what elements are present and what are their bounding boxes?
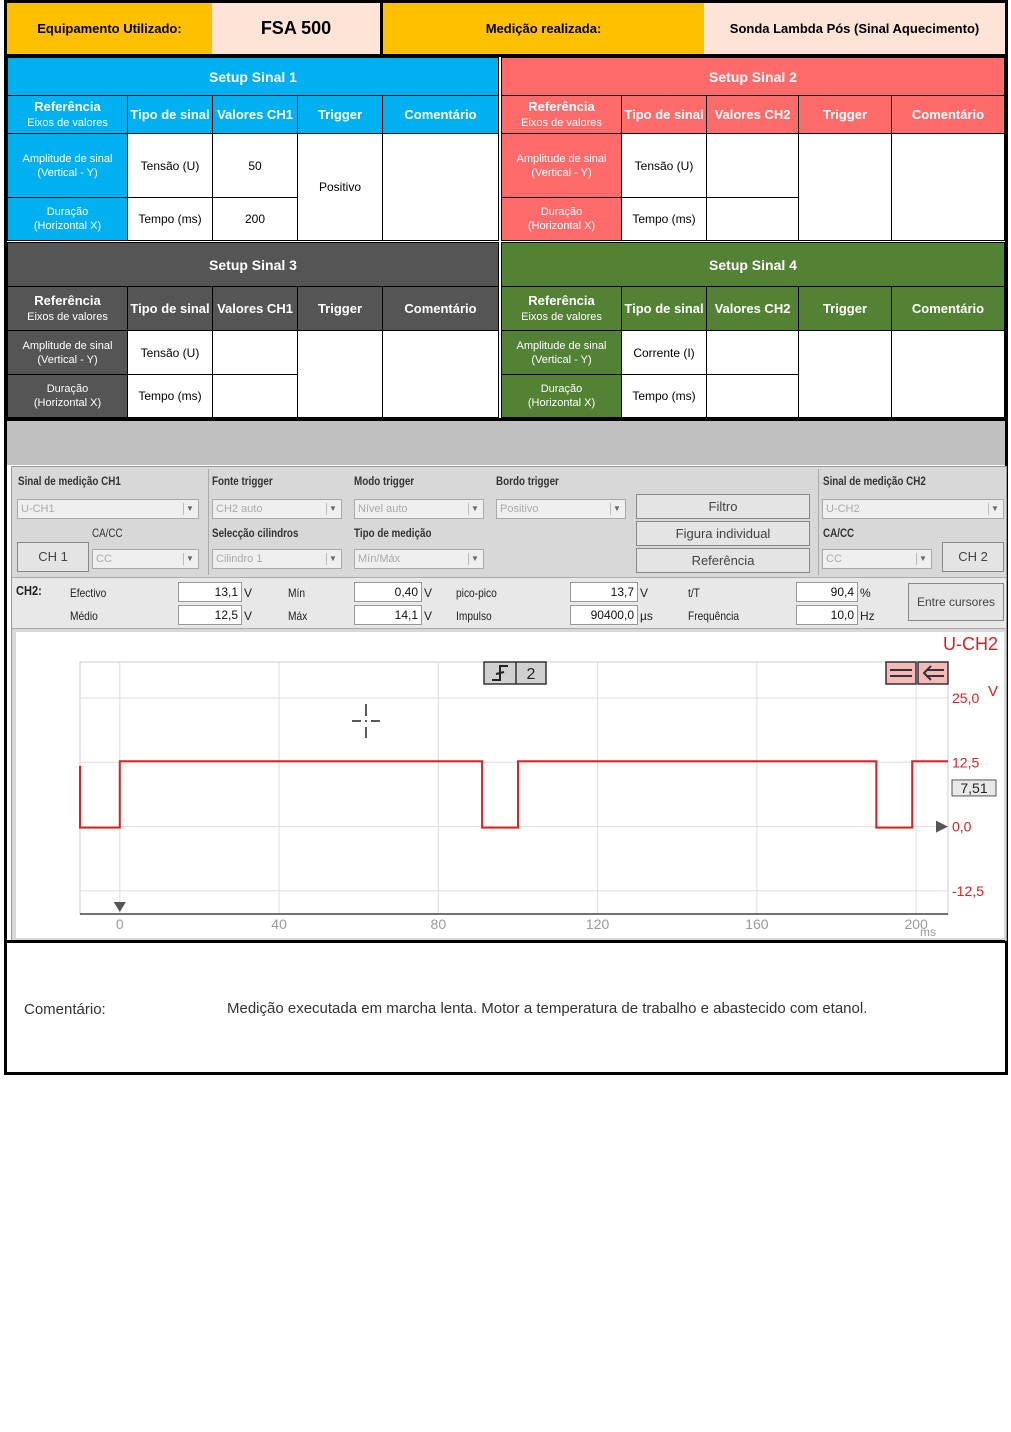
measurement-type-label: Tipo de medição — [354, 526, 432, 540]
trigger-source-select[interactable]: CH2 auto ▼ — [212, 499, 342, 519]
col-referencia: Referência Eixos de valores — [8, 287, 128, 331]
ch2-signal-select[interactable]: U-CH2 ▼ — [822, 499, 1004, 519]
comment-section — [7, 940, 1005, 1072]
col-referencia: Referência Eixos de valores — [502, 287, 622, 331]
tt-unit: % — [860, 586, 871, 600]
row-duracao-ref: Duração (Horizontal X) — [8, 375, 128, 418]
row-amplitude-ref: Amplitude de sinal (Vertical - Y) — [8, 331, 128, 375]
col-referencia: Referência Eixos de valores — [502, 96, 622, 134]
row-duracao-ref: Duração (Horizontal X) — [502, 198, 622, 241]
between-cursors-button[interactable]: Entre cursores — [908, 583, 1004, 621]
crosshair-icon — [352, 704, 380, 738]
max-unit: V — [424, 609, 433, 623]
series-name-label: U-CH2 — [942, 634, 998, 654]
row-duracao-value: 200 — [213, 198, 298, 241]
trigger-channel-label: 2 — [526, 666, 536, 683]
vertical-zoom-icon[interactable] — [886, 662, 916, 684]
row-duracao-type: Tempo (ms) — [622, 198, 707, 241]
col-comentario: Comentário — [892, 287, 1005, 331]
row-duracao-type: Tempo (ms) — [128, 375, 213, 418]
col-referencia: Referência Eixos de valores — [8, 96, 128, 134]
row-amplitude-value: 50 — [213, 134, 298, 198]
x-tick-label: 0 — [115, 916, 124, 932]
ch2-measure-label: CH2: — [16, 583, 42, 598]
col-tipo-sinal: Tipo de sinal — [622, 96, 707, 134]
chevron-down-icon: ▼ — [183, 553, 196, 565]
trigger-edge-select[interactable]: Positivo ▼ — [496, 499, 626, 519]
row-amplitude-ref: Amplitude de sinal (Vertical - Y) — [502, 331, 622, 375]
cylinder-select[interactable]: Cilindro 1 ▼ — [212, 549, 342, 569]
row-amplitude-value — [707, 331, 799, 375]
x-tick-label: 120 — [585, 916, 610, 932]
trigger-source-label: Fonte trigger — [212, 474, 273, 488]
trigger-value — [799, 331, 892, 418]
chevron-down-icon: ▼ — [468, 503, 481, 515]
trigger-mode-label: Modo trigger — [354, 474, 415, 488]
row-amplitude-type: Tensão (U) — [128, 331, 213, 375]
row-duracao-value — [213, 375, 298, 418]
max-label: Máx — [288, 609, 308, 623]
impulso-value: 90400,0 — [570, 605, 638, 625]
group-divider — [818, 469, 819, 575]
row-duracao-ref: Duração (Horizontal X) — [502, 375, 622, 418]
efectivo-unit: V — [244, 586, 253, 600]
trigger-point-arrow-icon — [114, 902, 126, 912]
peak-peak-value: 13,7 — [570, 582, 638, 602]
frequency-label: Frequência — [688, 609, 740, 623]
measurement-type-select[interactable]: Mín/Máx ▼ — [354, 549, 484, 569]
chevron-down-icon: ▼ — [326, 503, 339, 515]
row-duracao-ref: Duração (Horizontal X) — [8, 198, 128, 241]
setup-title: Setup Sinal 3 — [8, 243, 499, 287]
chevron-down-icon: ▼ — [916, 553, 929, 565]
cacc-label: CA/CC — [92, 526, 123, 540]
y-tick-label: 25,0 — [952, 690, 980, 706]
trigger-edge-label: Bordo trigger — [496, 474, 559, 488]
series-u-ch2-line — [80, 761, 948, 827]
reference-button[interactable]: Referência — [636, 548, 810, 573]
cacc2-select[interactable]: CC ▼ — [822, 549, 932, 569]
setup-title: Setup Sinal 4 — [502, 243, 1005, 287]
group-divider — [208, 469, 209, 575]
single-figure-button[interactable]: Figura individual — [636, 521, 810, 546]
setup-title: Setup Sinal 1 — [8, 58, 499, 96]
row-duracao-value — [707, 198, 799, 241]
trigger-value — [298, 331, 383, 418]
col-trigger: Trigger — [298, 96, 383, 134]
col-trigger: Trigger — [298, 287, 383, 331]
chevron-down-icon: ▼ — [610, 503, 623, 515]
trigger-value — [799, 134, 892, 241]
measurement-value: Sonda Lambda Pós (Sinal Aquecimento) — [704, 3, 1005, 54]
col-trigger: Trigger — [799, 287, 892, 331]
medio-value: 12,5 — [178, 605, 242, 625]
x-axis-unit: ms — [920, 925, 936, 938]
row-amplitude-value — [707, 134, 799, 198]
ch2-signal-label: Sinal de medição CH2 — [823, 474, 926, 488]
efectivo-value: 13,1 — [178, 582, 242, 602]
row-amplitude-type: Corrente (I) — [622, 331, 707, 375]
chevron-down-icon: ▼ — [326, 553, 339, 565]
comment-cell — [892, 134, 1005, 241]
separator-bar — [7, 418, 1005, 465]
y-tick-label: -12,5 — [952, 882, 984, 899]
setup-sinal-2 — [501, 57, 1005, 241]
col-valores: Valores CH1 — [213, 96, 298, 134]
report-frame — [4, 0, 1008, 1075]
plot-area-border — [80, 662, 948, 914]
ch1-signal-select[interactable]: U-CH1 ▼ — [17, 499, 199, 519]
min-unit: V — [424, 586, 433, 600]
col-valores: Valores CH2 — [707, 96, 799, 134]
ch1-button[interactable]: CH 1 — [17, 542, 89, 572]
medio-label: Médio — [70, 609, 98, 623]
setup-sinal-3 — [7, 242, 499, 418]
horizontal-zoom-icon[interactable] — [918, 662, 948, 684]
impulso-label: Impulso — [456, 609, 492, 623]
peak-peak-unit: V — [640, 586, 649, 600]
col-comentario: Comentário — [383, 287, 499, 331]
chevron-down-icon: ▼ — [468, 553, 481, 565]
frequency-value: 10,0 — [796, 605, 858, 625]
comment-label: Comentário: — [24, 1001, 106, 1018]
row-duracao-type: Tempo (ms) — [622, 375, 707, 418]
y-tick-label: 12,5 — [952, 754, 980, 771]
waveform-plot — [16, 632, 1004, 938]
row-duracao-type: Tempo (ms) — [128, 198, 213, 241]
peak-peak-label: pico-pico — [456, 586, 497, 600]
oscilloscope-panel — [11, 466, 1007, 941]
max-value: 14,1 — [354, 605, 422, 625]
x-tick-label: 40 — [271, 916, 287, 932]
comment-cell — [383, 331, 499, 418]
setup-title: Setup Sinal 2 — [502, 58, 1005, 96]
medio-unit: V — [244, 609, 253, 623]
filter-button[interactable]: Filtro — [636, 494, 810, 519]
col-trigger: Trigger — [799, 96, 892, 134]
y-axis-unit: V — [987, 683, 998, 700]
col-comentario: Comentário — [892, 96, 1005, 134]
comment-cell — [383, 134, 499, 241]
frequency-unit: Hz — [860, 609, 875, 623]
chevron-down-icon: ▼ — [988, 503, 1001, 515]
y-tick-label: 0,0 — [952, 818, 972, 835]
ch2-button[interactable]: CH 2 — [942, 542, 1004, 572]
measurement-label: Medição realizada: — [383, 3, 704, 54]
waveform-chart — [16, 632, 1004, 938]
col-tipo-sinal: Tipo de sinal — [128, 287, 213, 331]
col-tipo-sinal: Tipo de sinal — [128, 96, 213, 134]
x-tick-label: 80 — [430, 916, 447, 932]
efectivo-label: Efectivo — [70, 586, 107, 600]
level-marker — [952, 780, 996, 796]
svg-text:7,51: 7,51 — [960, 779, 988, 796]
col-comentario: Comentário — [383, 96, 499, 134]
trigger-indicator — [484, 662, 546, 684]
cacc2-label: CA/CC — [823, 526, 855, 540]
setup-sinal-1 — [7, 57, 499, 241]
col-tipo-sinal: Tipo de sinal — [622, 287, 707, 331]
min-label: Mín — [288, 586, 306, 600]
ch1-signal-label: Sinal de medição CH1 — [18, 474, 121, 488]
x-tick-label: 200 — [904, 916, 928, 932]
row-amplitude-ref: Amplitude de sinal (Vertical - Y) — [502, 134, 622, 198]
min-value: 0,40 — [354, 582, 422, 602]
row-amplitude-value — [213, 331, 298, 375]
trigger-mode-select[interactable]: Nível auto ▼ — [354, 499, 484, 519]
tt-value: 90,4 — [796, 582, 858, 602]
row-amplitude-type: Tensão (U) — [622, 134, 707, 198]
row-amplitude-type: Tensão (U) — [128, 134, 213, 198]
equipment-value: FSA 500 — [212, 3, 380, 54]
col-valores: Valores CH1 — [213, 287, 298, 331]
row-duracao-value — [707, 375, 799, 418]
x-tick-label: 160 — [745, 916, 769, 932]
trigger-value: Positivo — [298, 134, 383, 241]
chevron-down-icon: ▼ — [183, 503, 196, 515]
cacc-select[interactable]: CC ▼ — [92, 549, 199, 569]
comment-cell — [892, 331, 1005, 418]
impulso-unit: µs — [640, 609, 653, 623]
zero-level-arrow-icon — [936, 821, 948, 833]
row-amplitude-ref: Amplitude de sinal (Vertical - Y) — [8, 134, 128, 198]
setup-sinal-4 — [501, 242, 1005, 418]
col-valores: Valores CH2 — [707, 287, 799, 331]
cylinder-label: Selecção cilindros — [212, 526, 299, 540]
equipment-label: Equipamento Utilizado: — [7, 3, 212, 54]
tt-label: t/T — [688, 586, 700, 600]
comment-text: Medição executada em marcha lenta. Motor a temperatura de trabalho e abastecido com etanol. — [227, 1000, 868, 1017]
